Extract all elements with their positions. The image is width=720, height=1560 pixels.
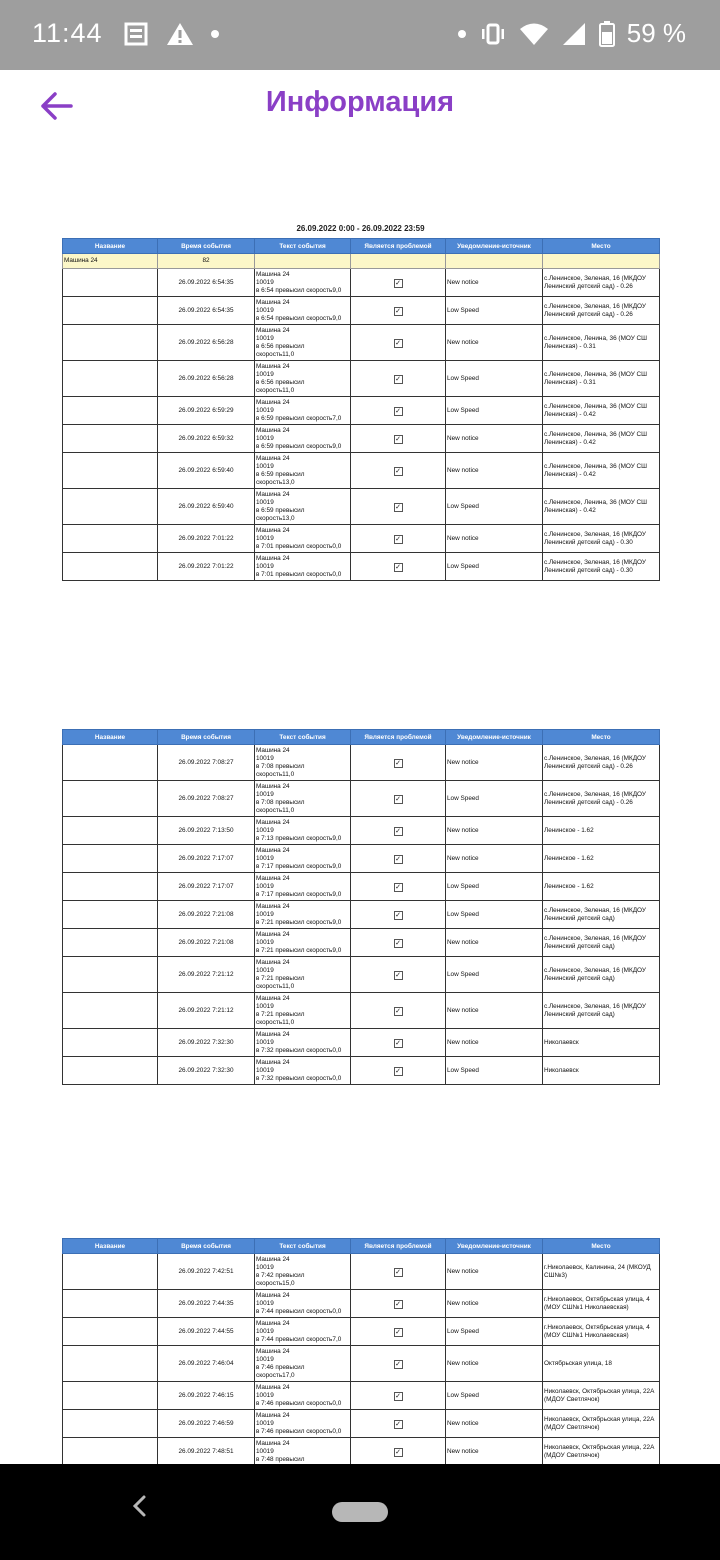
table-row	[63, 845, 660, 873]
notice-source-cell: New notice	[446, 745, 543, 781]
place-cell: Ленинское - 1.62	[543, 845, 660, 873]
event-time-cell: 26.09.2022 6:56:28	[158, 361, 255, 397]
nav-home-pill[interactable]	[332, 1502, 388, 1522]
name-cell	[63, 489, 158, 525]
table-row	[63, 269, 660, 297]
report-date-range: 26.09.2022 0:00 - 26.09.2022 23:59	[296, 224, 425, 233]
event-text-cell: Машина 24 10019 в 7:08 превысил скорость11,0	[255, 745, 351, 781]
is-problem-cell	[351, 993, 446, 1029]
notice-source-cell: New notice	[446, 325, 543, 361]
checkbox-checked-icon: ✓	[395, 307, 401, 315]
status-bar	[0, 0, 720, 70]
report-viewer[interactable]	[0, 142, 720, 1464]
checkbox-checked-icon: ✓	[395, 1067, 401, 1075]
page-title: Информация	[265, 86, 455, 118]
battery-percent: 59 %	[626, 18, 686, 48]
event-time-cell: 26.09.2022 6:59:29	[158, 397, 255, 425]
name-cell	[63, 873, 158, 901]
table-row	[63, 1318, 660, 1346]
place-cell: с.Ленинское, Зеленая, 16 (МКДОУ Ленинский детский сад)	[543, 901, 660, 929]
column-header: Является проблемой	[351, 239, 446, 254]
table-row	[63, 325, 660, 361]
notice-source-cell: New notice	[446, 525, 543, 553]
column-header: Текст события	[255, 730, 351, 745]
table-row	[63, 901, 660, 929]
event-time-cell: 26.09.2022 7:21:08	[158, 901, 255, 929]
is-problem-cell	[351, 1382, 446, 1410]
place-cell: с.Ленинское, Ленина, 36 (МОУ СШ Ленинская) - 0.42	[543, 425, 660, 453]
event-time-cell: 26.09.2022 7:32:30	[158, 1057, 255, 1085]
table-row	[63, 993, 660, 1029]
checkbox-checked-icon: ✓	[395, 535, 401, 543]
group-cell	[543, 254, 660, 269]
notice-source-cell: Low Speed	[446, 361, 543, 397]
is-problem-cell	[351, 1318, 446, 1346]
place-cell: Николаевск, Октябрьская улица, 22А (МДОУ Светлячок)	[543, 1410, 660, 1438]
notice-source-cell: New notice	[446, 993, 543, 1029]
name-cell	[63, 525, 158, 553]
event-time-cell: 26.09.2022 7:42:51	[158, 1254, 255, 1290]
name-cell	[63, 1438, 158, 1465]
group-row	[63, 254, 660, 269]
place-cell: Ленинское - 1.62	[543, 817, 660, 845]
name-cell	[63, 957, 158, 993]
table-row	[63, 957, 660, 993]
place-cell: г.Николаевск, Октябрьская улица, 4 (МОУ СШ№1 Николаевская)	[543, 1318, 660, 1346]
place-cell: с.Ленинское, Зеленая, 16 (МКДОУ Ленинский детский сад)	[543, 929, 660, 957]
status-time: 11:44	[32, 18, 103, 48]
notice-source-cell: New notice	[446, 1438, 543, 1465]
event-time-cell: 26.09.2022 6:54:35	[158, 297, 255, 325]
event-time-cell: 26.09.2022 6:56:28	[158, 325, 255, 361]
table-row	[63, 425, 660, 453]
event-text-cell: Машина 24 10019 в 7:21 превысил скорость11,0	[255, 957, 351, 993]
event-time-cell: 26.09.2022 7:46:15	[158, 1382, 255, 1410]
notice-source-cell: Low Speed	[446, 873, 543, 901]
checkbox-checked-icon: ✓	[395, 939, 401, 947]
event-time-cell: 26.09.2022 6:59:32	[158, 425, 255, 453]
name-cell	[63, 325, 158, 361]
notice-source-cell: New notice	[446, 845, 543, 873]
event-text-cell: Машина 24 10019 в 7:21 превысил скорость11,0	[255, 993, 351, 1029]
status-right	[457, 18, 686, 49]
place-cell: Николаевск	[543, 1029, 660, 1057]
event-text-cell: Машина 24 10019 в 7:17 превысил скорость9,0	[255, 845, 351, 873]
notice-source-cell: Low Speed	[446, 957, 543, 993]
event-text-cell: Машина 24 10019 в 6:54 превысил скорость9,0	[255, 297, 351, 325]
place-cell: с.Ленинское, Зеленая, 16 (МКДОУ Ленинский детский сад) - 0.26	[543, 781, 660, 817]
place-cell: с.Ленинское, Ленина, 36 (МОУ СШ Ленинская) - 0.42	[543, 397, 660, 425]
column-header: Время события	[158, 239, 255, 254]
checkbox-checked-icon: ✓	[395, 1420, 401, 1428]
notice-source-cell: Low Speed	[446, 553, 543, 581]
checkbox-checked-icon: ✓	[395, 855, 401, 863]
event-time-cell: 26.09.2022 6:59:40	[158, 489, 255, 525]
checkbox-checked-icon: ✓	[395, 827, 401, 835]
notice-source-cell: New notice	[446, 1029, 543, 1057]
event-text-cell: Машина 24 10019 в 7:44 превысил скорость7,0	[255, 1318, 351, 1346]
event-text-cell: Машина 24 10019 в 7:13 превысил скорость9,0	[255, 817, 351, 845]
report-page-1	[62, 238, 659, 581]
table-row	[63, 453, 660, 489]
place-cell: с.Ленинское, Ленина, 36 (МОУ СШ Ленинская) - 0.42	[543, 489, 660, 525]
is-problem-cell	[351, 1057, 446, 1085]
is-problem-cell	[351, 553, 446, 581]
alert-icon	[166, 22, 194, 46]
is-problem-cell	[351, 297, 446, 325]
event-time-cell: 26.09.2022 7:44:55	[158, 1318, 255, 1346]
table-row	[63, 1438, 660, 1465]
event-time-cell: 26.09.2022 7:08:27	[158, 781, 255, 817]
signal-icon	[561, 22, 587, 46]
event-time-cell: 26.09.2022 7:44:35	[158, 1290, 255, 1318]
table-row	[63, 1254, 660, 1290]
checkbox-checked-icon: ✓	[395, 563, 401, 571]
is-problem-cell	[351, 325, 446, 361]
place-cell: Ленинское - 1.62	[543, 873, 660, 901]
name-cell	[63, 553, 158, 581]
event-time-cell: 26.09.2022 7:17:07	[158, 873, 255, 901]
notice-source-cell: Low Speed	[446, 297, 543, 325]
column-header: Место	[543, 1239, 660, 1254]
group-cell	[351, 254, 446, 269]
checkbox-checked-icon: ✓	[395, 883, 401, 891]
column-header: Уведомление-источник	[446, 239, 543, 254]
name-cell	[63, 817, 158, 845]
event-time-cell: 26.09.2022 7:17:07	[158, 845, 255, 873]
place-cell: Октябрьская улица, 18	[543, 1346, 660, 1382]
checkbox-checked-icon: ✓	[395, 1448, 401, 1456]
notice-source-cell: New notice	[446, 1254, 543, 1290]
event-text-cell: Машина 24 10019 в 7:42 превысил скорость15,0	[255, 1254, 351, 1290]
is-problem-cell	[351, 873, 446, 901]
checkbox-checked-icon: ✓	[395, 971, 401, 979]
checkbox-checked-icon: ✓	[395, 435, 401, 443]
place-cell: с.Ленинское, Зеленая, 16 (МКДОУ Ленинский детский сад) - 0.26	[543, 269, 660, 297]
event-text-cell: Машина 24 10019 в 7:44 превысил скорость0,0	[255, 1290, 351, 1318]
checkbox-checked-icon: ✓	[395, 911, 401, 919]
notice-source-cell: New notice	[446, 817, 543, 845]
is-problem-cell	[351, 525, 446, 553]
place-cell: с.Ленинское, Ленина, 36 (МОУ СШ Ленинская) - 0.31	[543, 325, 660, 361]
column-header: Является проблемой	[351, 1239, 446, 1254]
app-bar	[0, 70, 720, 142]
table-row	[63, 553, 660, 581]
is-problem-cell	[351, 361, 446, 397]
is-problem-cell	[351, 1254, 446, 1290]
notice-source-cell: New notice	[446, 1290, 543, 1318]
wifi-icon	[519, 22, 549, 46]
table-row	[63, 1382, 660, 1410]
event-text-cell: Машина 24 10019 в 7:21 превысил скорость9,0	[255, 901, 351, 929]
is-problem-cell	[351, 1346, 446, 1382]
notice-source-cell: New notice	[446, 269, 543, 297]
checkbox-checked-icon: ✓	[395, 1328, 401, 1336]
table-row	[63, 1290, 660, 1318]
column-header: Название	[63, 239, 158, 254]
event-time-cell: 26.09.2022 7:13:50	[158, 817, 255, 845]
table-row	[63, 1346, 660, 1382]
table-row	[63, 397, 660, 425]
system-nav-bar	[0, 1464, 720, 1560]
status-left-icons	[124, 22, 220, 46]
checkbox-checked-icon: ✓	[395, 795, 401, 803]
column-header: Текст события	[255, 239, 351, 254]
notice-source-cell: Low Speed	[446, 397, 543, 425]
checkbox-checked-icon: ✓	[395, 1360, 401, 1368]
table-row	[63, 873, 660, 901]
is-problem-cell	[351, 489, 446, 525]
name-cell	[63, 1318, 158, 1346]
is-problem-cell	[351, 425, 446, 453]
event-time-cell: 26.09.2022 7:21:12	[158, 957, 255, 993]
name-cell	[63, 993, 158, 1029]
notice-source-cell: New notice	[446, 1410, 543, 1438]
event-text-cell: Машина 24 10019 в 7:32 превысил скорость0,0	[255, 1057, 351, 1085]
table-row	[63, 525, 660, 553]
notice-source-cell: Low Speed	[446, 489, 543, 525]
event-time-cell: 26.09.2022 7:21:12	[158, 993, 255, 1029]
report-page-3	[62, 1238, 659, 1464]
is-problem-cell	[351, 397, 446, 425]
name-cell	[63, 745, 158, 781]
column-header: Текст события	[255, 1239, 351, 1254]
event-text-cell: Машина 24 10019 в 7:21 превысил скорость9,0	[255, 929, 351, 957]
event-text-cell: Машина 24 10019 в 6:56 превысил скорость11,0	[255, 325, 351, 361]
event-text-cell: Машина 24 10019 в 7:01 превысил скорость0,0	[255, 525, 351, 553]
report-table	[62, 238, 660, 581]
checkbox-checked-icon: ✓	[395, 1300, 401, 1308]
report-page-2	[62, 729, 659, 1085]
vibrate-icon	[479, 22, 507, 46]
column-header: Место	[543, 730, 660, 745]
dot-icon	[210, 29, 220, 39]
event-time-cell: 26.09.2022 7:32:30	[158, 1029, 255, 1057]
event-text-cell: Машина 24 10019 в 6:59 превысил скорость13,0	[255, 489, 351, 525]
name-cell	[63, 845, 158, 873]
column-header: Название	[63, 730, 158, 745]
place-cell: Николаевск, Октябрьская улица, 22А (МДОУ Светлячок)	[543, 1382, 660, 1410]
checkbox-checked-icon: ✓	[395, 1392, 401, 1400]
is-problem-cell	[351, 845, 446, 873]
checkbox-checked-icon: ✓	[395, 1268, 401, 1276]
name-cell	[63, 929, 158, 957]
place-cell: с.Ленинское, Зеленая, 16 (МКДОУ Ленинский детский сад)	[543, 993, 660, 1029]
event-text-cell: Машина 24 10019 в 6:54 превысил скорость9,0	[255, 269, 351, 297]
event-time-cell: 26.09.2022 7:21:08	[158, 929, 255, 957]
name-cell	[63, 361, 158, 397]
news-icon	[124, 22, 150, 46]
name-cell	[63, 1029, 158, 1057]
table-row	[63, 1029, 660, 1057]
event-text-cell: Машина 24 10019 в 7:17 превысил скорость9,0	[255, 873, 351, 901]
event-text-cell: Машина 24 10019 в 6:56 превысил скорость11,0	[255, 361, 351, 397]
column-header: Место	[543, 239, 660, 254]
table-row	[63, 1057, 660, 1085]
place-cell: с.Ленинское, Ленина, 36 (МОУ СШ Ленинская) - 0.42	[543, 453, 660, 489]
event-text-cell: Машина 24 10019 в 6:59 превысил скорость9,0	[255, 425, 351, 453]
checkbox-checked-icon: ✓	[395, 1007, 401, 1015]
name-cell	[63, 297, 158, 325]
is-problem-cell	[351, 453, 446, 489]
table-row	[63, 817, 660, 845]
group-cell	[446, 254, 543, 269]
place-cell: с.Ленинское, Зеленая, 16 (МКДОУ Ленинский детский сад) - 0.26	[543, 297, 660, 325]
name-cell	[63, 1382, 158, 1410]
group-cell	[255, 254, 351, 269]
notice-source-cell: New notice	[446, 1346, 543, 1382]
name-cell	[63, 1290, 158, 1318]
is-problem-cell	[351, 957, 446, 993]
notice-source-cell: New notice	[446, 425, 543, 453]
is-problem-cell	[351, 1290, 446, 1318]
checkbox-checked-icon: ✓	[395, 503, 401, 511]
event-text-cell: Машина 24 10019 в 7:46 превысил скорость17,0	[255, 1346, 351, 1382]
event-text-cell: Машина 24 10019 в 7:32 превысил скорость0,0	[255, 1029, 351, 1057]
table-row	[63, 781, 660, 817]
place-cell: с.Ленинское, Зеленая, 16 (МКДОУ Ленинский детский сад)	[543, 957, 660, 993]
is-problem-cell	[351, 901, 446, 929]
is-problem-cell	[351, 1410, 446, 1438]
event-time-cell: 26.09.2022 7:46:59	[158, 1410, 255, 1438]
column-header: Время события	[158, 1239, 255, 1254]
event-time-cell: 26.09.2022 7:08:27	[158, 745, 255, 781]
name-cell	[63, 1057, 158, 1085]
is-problem-cell	[351, 1029, 446, 1057]
name-cell	[63, 1410, 158, 1438]
event-time-cell: 26.09.2022 6:59:40	[158, 453, 255, 489]
event-text-cell: Машина 24 10019 в 6:59 превысил скорость13,0	[255, 453, 351, 489]
event-text-cell: Машина 24 10019 в 7:46 превысил скорость0,0	[255, 1382, 351, 1410]
notice-source-cell: Low Speed	[446, 1318, 543, 1346]
name-cell	[63, 397, 158, 425]
table-row	[63, 745, 660, 781]
table-row	[63, 361, 660, 397]
checkbox-checked-icon: ✓	[395, 279, 401, 287]
event-time-cell: 26.09.2022 7:01:22	[158, 525, 255, 553]
is-problem-cell	[351, 745, 446, 781]
notice-source-cell: Low Speed	[446, 901, 543, 929]
name-cell	[63, 425, 158, 453]
checkbox-checked-icon: ✓	[395, 759, 401, 767]
is-problem-cell	[351, 929, 446, 957]
name-cell	[63, 269, 158, 297]
place-cell: с.Ленинское, Зеленая, 16 (МКДОУ Ленинский детский сад) - 0.26	[543, 745, 660, 781]
checkbox-checked-icon: ✓	[395, 407, 401, 415]
table-row	[63, 929, 660, 957]
report-table	[62, 729, 660, 1085]
place-cell: г.Николаевск, Калинина, 24 (МКОУД СШ№3)	[543, 1254, 660, 1290]
name-cell	[63, 453, 158, 489]
table-row	[63, 297, 660, 325]
name-cell	[63, 781, 158, 817]
name-cell	[63, 901, 158, 929]
column-header: Уведомление-источник	[446, 730, 543, 745]
is-problem-cell	[351, 1438, 446, 1465]
column-header: Время события	[158, 730, 255, 745]
notice-source-cell: New notice	[446, 929, 543, 957]
column-header: Является проблемой	[351, 730, 446, 745]
table-row	[63, 1410, 660, 1438]
report-table	[62, 1238, 660, 1464]
table-row	[63, 489, 660, 525]
checkbox-checked-icon: ✓	[395, 467, 401, 475]
event-time-cell: 26.09.2022 7:48:51	[158, 1438, 255, 1465]
name-cell	[63, 1346, 158, 1382]
is-problem-cell	[351, 269, 446, 297]
place-cell: с.Ленинское, Ленина, 36 (МОУ СШ Ленинская) - 0.31	[543, 361, 660, 397]
place-cell: Николаевск, Октябрьская улица, 22А (МДОУ Светлячок)	[543, 1438, 660, 1465]
column-header: Уведомление-источник	[446, 1239, 543, 1254]
notice-source-cell: Low Speed	[446, 781, 543, 817]
event-time-cell: 26.09.2022 7:01:22	[158, 553, 255, 581]
nav-back-button[interactable]	[130, 1494, 148, 1523]
place-cell: г.Николаевск, Октябрьская улица, 4 (МОУ СШ№1 Николаевская)	[543, 1290, 660, 1318]
event-text-cell: Машина 24 10019 в 7:48 превысил	[255, 1438, 351, 1465]
is-problem-cell	[351, 781, 446, 817]
is-problem-cell	[351, 817, 446, 845]
notice-source-cell: Low Speed	[446, 1057, 543, 1085]
checkbox-checked-icon: ✓	[395, 375, 401, 383]
battery-icon	[599, 21, 615, 47]
place-cell: Николаевск	[543, 1057, 660, 1085]
checkbox-checked-icon: ✓	[395, 1039, 401, 1047]
place-cell: с.Ленинское, Зеленая, 16 (МКДОУ Ленинский детский сад) - 0.30	[543, 553, 660, 581]
column-header: Название	[63, 1239, 158, 1254]
event-text-cell: Машина 24 10019 в 7:46 превысил скорость0,0	[255, 1410, 351, 1438]
checkbox-checked-icon: ✓	[395, 339, 401, 347]
notice-source-cell: New notice	[446, 453, 543, 489]
event-time-cell: 26.09.2022 7:46:04	[158, 1346, 255, 1382]
place-cell: с.Ленинское, Зеленая, 16 (МКДОУ Ленинский детский сад) - 0.30	[543, 525, 660, 553]
nav-back-icon	[130, 1494, 148, 1518]
event-time-cell: 26.09.2022 6:54:35	[158, 269, 255, 297]
name-cell	[63, 1254, 158, 1290]
group-count: 82	[158, 254, 255, 269]
event-text-cell: Машина 24 10019 в 7:01 превысил скорость0,0	[255, 553, 351, 581]
event-text-cell: Машина 24 10019 в 6:59 превысил скорость7,0	[255, 397, 351, 425]
group-name: Машина 24	[63, 254, 158, 269]
dot-icon	[457, 29, 467, 39]
notice-source-cell: Low Speed	[446, 1382, 543, 1410]
event-text-cell: Машина 24 10019 в 7:08 превысил скорость11,0	[255, 781, 351, 817]
